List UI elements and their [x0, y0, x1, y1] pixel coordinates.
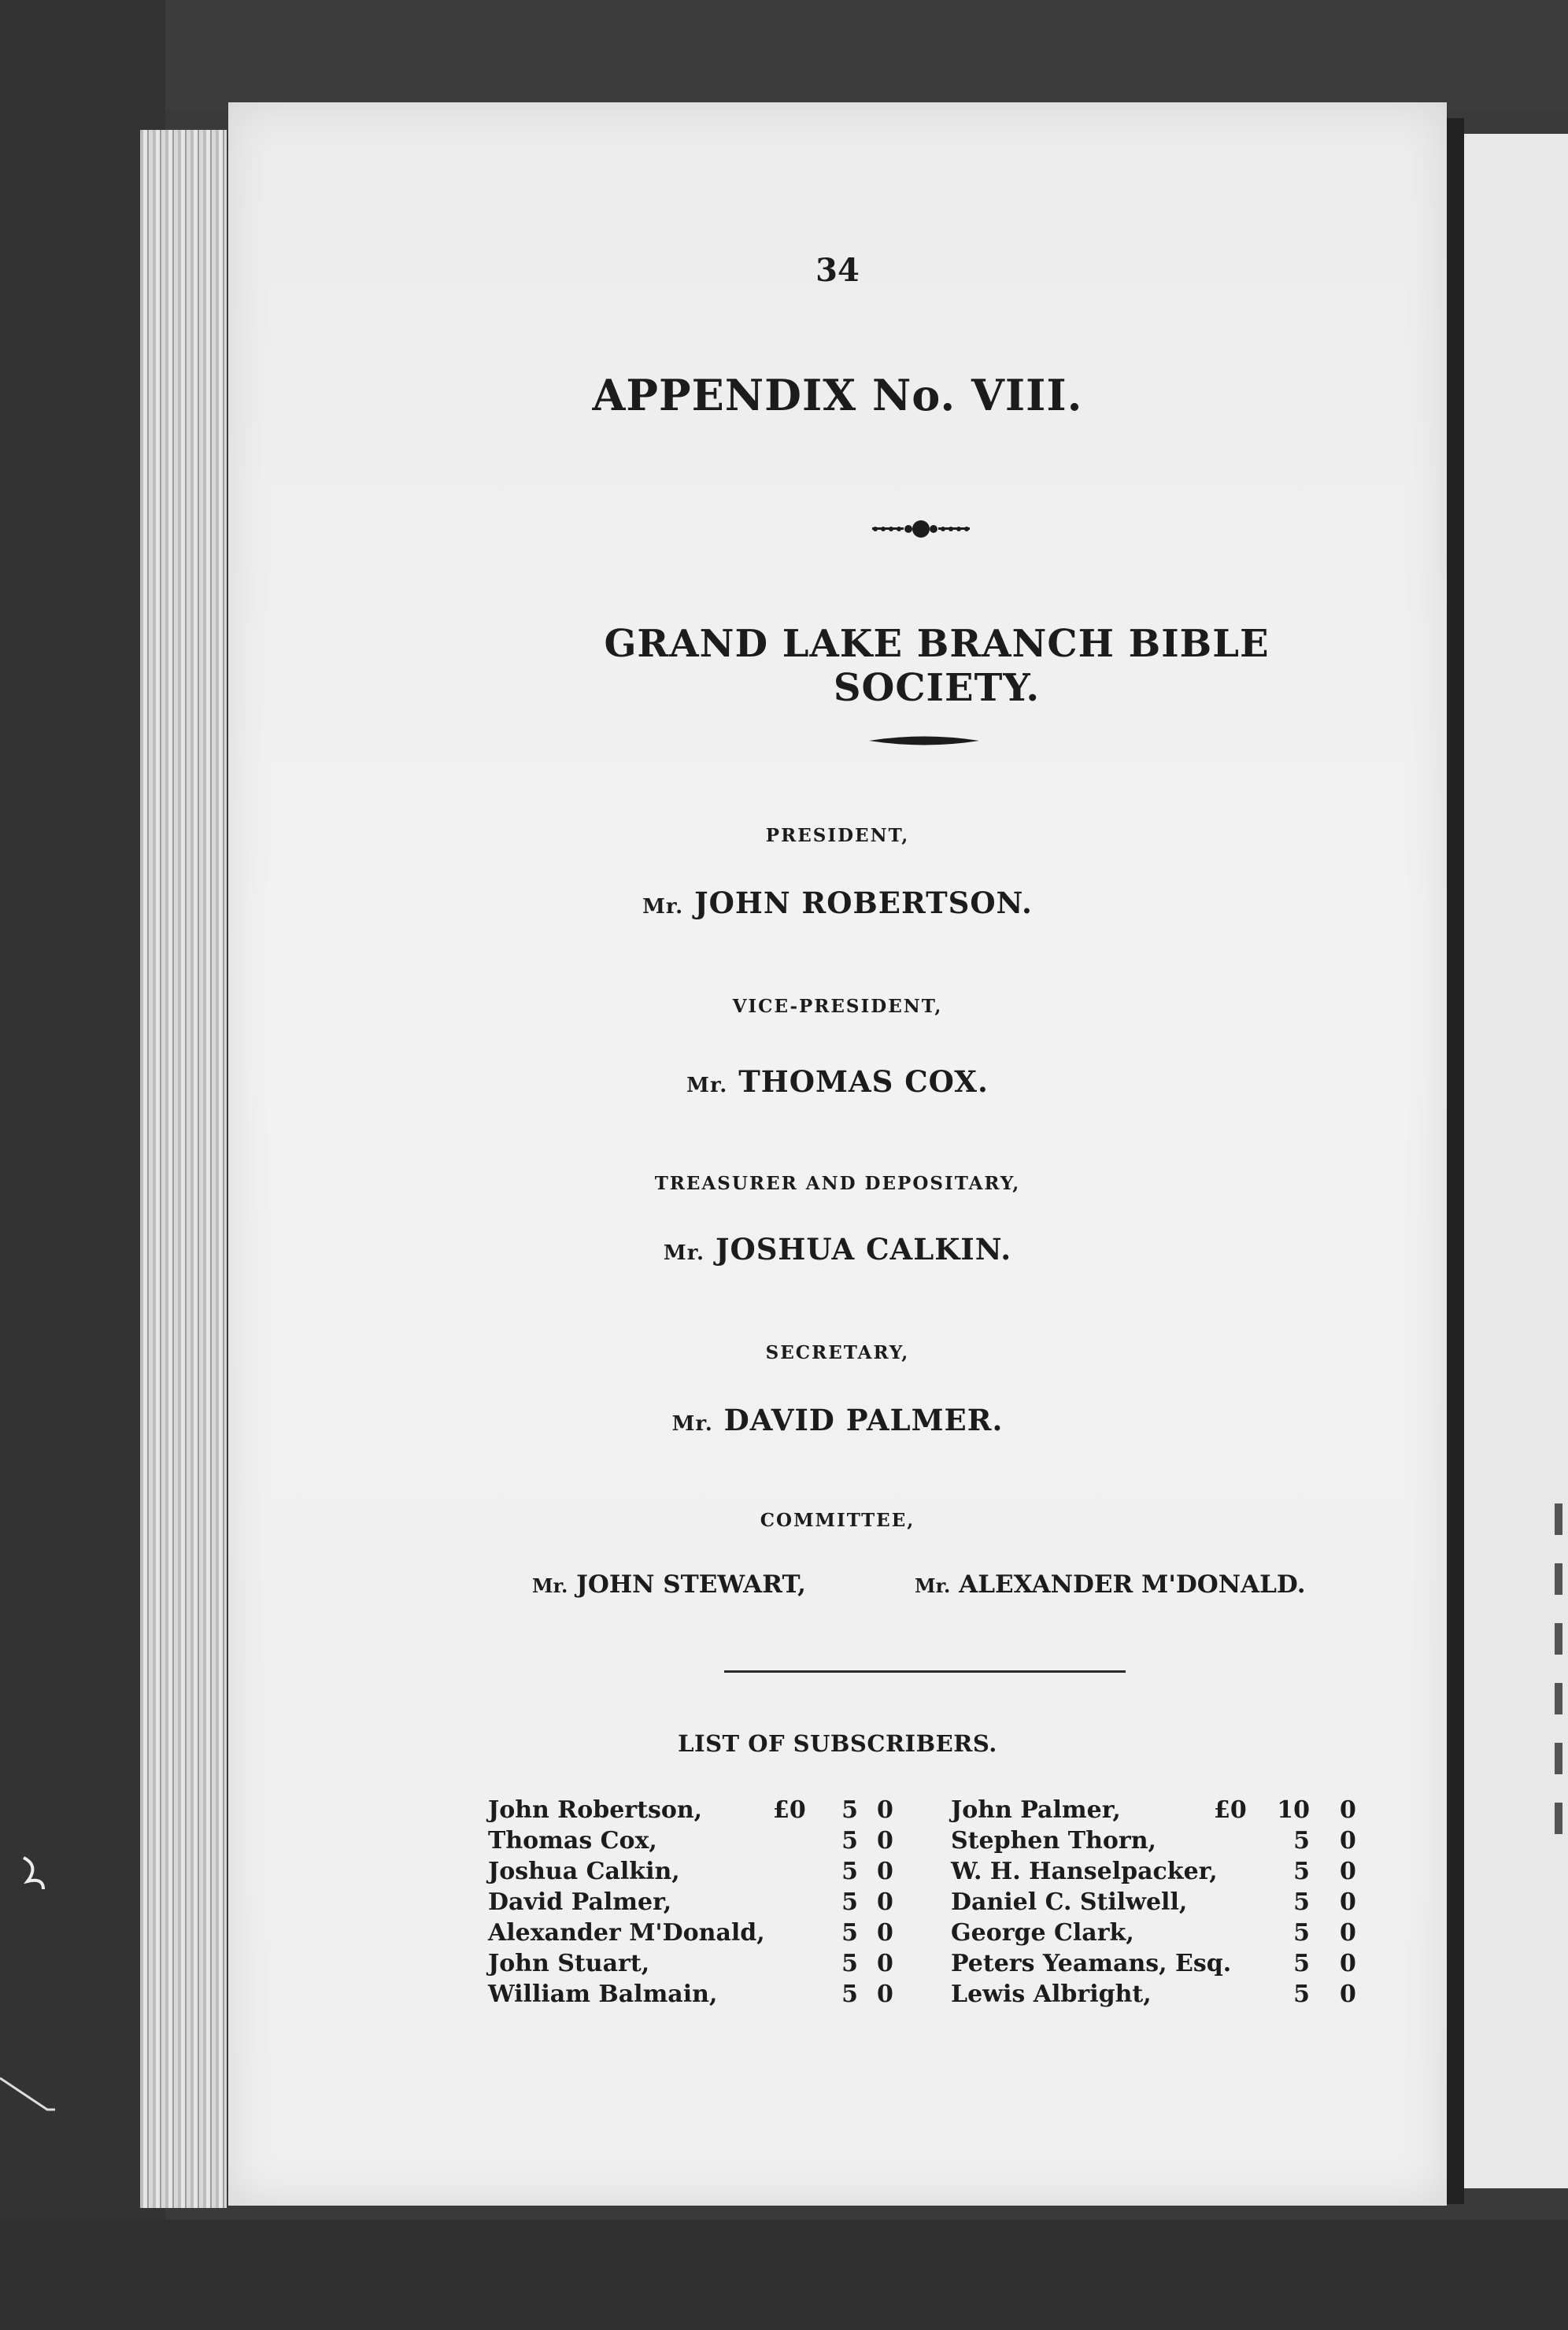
section-rule: [724, 1670, 1126, 1673]
subscriber-name: Alexander M'Donald,: [488, 1919, 765, 1947]
name-vice-president: [228, 1064, 1447, 1099]
honorific: Mr.: [642, 895, 684, 919]
subscriber-pence: 0: [877, 1827, 893, 1855]
subscriber-name: David Palmer,: [488, 1888, 672, 1916]
name-secretary: [228, 1403, 1447, 1437]
role-treasurer: TREASURER AND DEPOSITARY,: [654, 1173, 1021, 1194]
committee-member-name: JOHN STEWART,: [576, 1570, 806, 1599]
honorific: Mr.: [915, 1574, 951, 1597]
subscriber-shillings: 5: [1293, 1858, 1310, 1885]
officer-name: DAVID PALMER.: [723, 1403, 1004, 1437]
subscriber-pence: 0: [1340, 1858, 1356, 1885]
subscriber-pence: 0: [877, 1919, 893, 1947]
subscriber-name: Joshua Calkin,: [488, 1858, 680, 1885]
subscriber-shillings: 5: [841, 1796, 858, 1824]
subscriber-name: W. H. Hanselpacker,: [951, 1858, 1218, 1885]
subscriber-name: William Balmain,: [488, 1980, 718, 2008]
officer-name: THOMAS COX.: [738, 1064, 989, 1099]
society-title: GRAND LAKE BRANCH BIBLE SOCIETY.: [604, 622, 1270, 710]
subscriber-shillings: 5: [1293, 1950, 1310, 1977]
subscriber-name: George Clark,: [951, 1919, 1134, 1947]
subscriber-pence: 0: [1340, 1827, 1356, 1855]
subscriber-pence: 0: [877, 1888, 893, 1916]
subscriber-shillings: 5: [1293, 1827, 1310, 1855]
officer-name: JOHN ROBERTSON.: [694, 886, 1033, 920]
subscriber-name: John Stuart,: [488, 1950, 650, 1977]
subscriber-pence: 0: [877, 1950, 893, 1977]
name-president: [228, 886, 1447, 920]
subscribers-heading: LIST OF SUBSCRIBERS.: [678, 1730, 997, 1757]
honorific: Mr.: [686, 1074, 728, 1097]
subscriber-pence: 0: [877, 1858, 893, 1885]
subscriber-pence: 0: [1340, 1950, 1356, 1977]
subscriber-pounds: £0: [1214, 1796, 1247, 1824]
role-committee: COMMITTEE,: [760, 1510, 915, 1531]
subscriber-shillings: 5: [841, 1950, 858, 1977]
subscriber-pounds: £0: [773, 1796, 806, 1824]
honorific: Mr.: [663, 1241, 705, 1265]
subscriber-shillings: 5: [1293, 1888, 1310, 1916]
subscriber-name: Lewis Albright,: [951, 1980, 1152, 2008]
officer-name: JOSHUA CALKIN.: [715, 1232, 1012, 1267]
subscriber-shillings: 5: [841, 1888, 858, 1916]
committee-member: [915, 1570, 1306, 1599]
committee-member-name: ALEXANDER M'DONALD.: [959, 1570, 1306, 1599]
honorific: Mr.: [671, 1412, 713, 1436]
subscriber-name: Daniel C. Stilwell,: [951, 1888, 1188, 1916]
subscriber-pence: 0: [1340, 1888, 1356, 1916]
subscriber-pence: 0: [1340, 1980, 1356, 2008]
subscriber-shillings: 5: [841, 1827, 858, 1855]
subscriber-pence: 0: [877, 1980, 893, 2008]
honorific: Mr.: [532, 1574, 568, 1597]
subscriber-name: John Palmer,: [951, 1796, 1121, 1824]
subscriber-shillings: 5: [841, 1919, 858, 1947]
subscriber-pence: 0: [1340, 1919, 1356, 1947]
ornament-divider-icon: [866, 513, 976, 545]
rule-ornament-icon: [869, 732, 979, 749]
subscriber-name: Thomas Cox,: [488, 1827, 657, 1855]
committee-member: [532, 1570, 806, 1599]
role-secretary: SECRETARY,: [765, 1342, 910, 1363]
subscriber-name: Stephen Thorn,: [951, 1827, 1156, 1855]
name-treasurer: [228, 1232, 1447, 1267]
subscriber-shillings: 5: [1293, 1919, 1310, 1947]
subscriber-shillings: 10: [1277, 1796, 1310, 1824]
subscriber-pence: 0: [877, 1796, 893, 1824]
page-number: 34: [815, 252, 860, 289]
subscriber-name: John Robertson,: [488, 1796, 703, 1824]
appendix-title: APPENDIX No. VIII.: [592, 370, 1083, 420]
subscriber-shillings: 5: [841, 1980, 858, 2008]
subscriber-shillings: 5: [1293, 1980, 1310, 2008]
subscriber-shillings: 5: [841, 1858, 858, 1885]
role-vice-president: VICE-PRESIDENT,: [732, 996, 943, 1017]
subscriber-name: Peters Yeamans, Esq.: [951, 1950, 1232, 1977]
subscriber-pence: 0: [1340, 1796, 1356, 1824]
role-president: PRESIDENT,: [765, 825, 910, 846]
